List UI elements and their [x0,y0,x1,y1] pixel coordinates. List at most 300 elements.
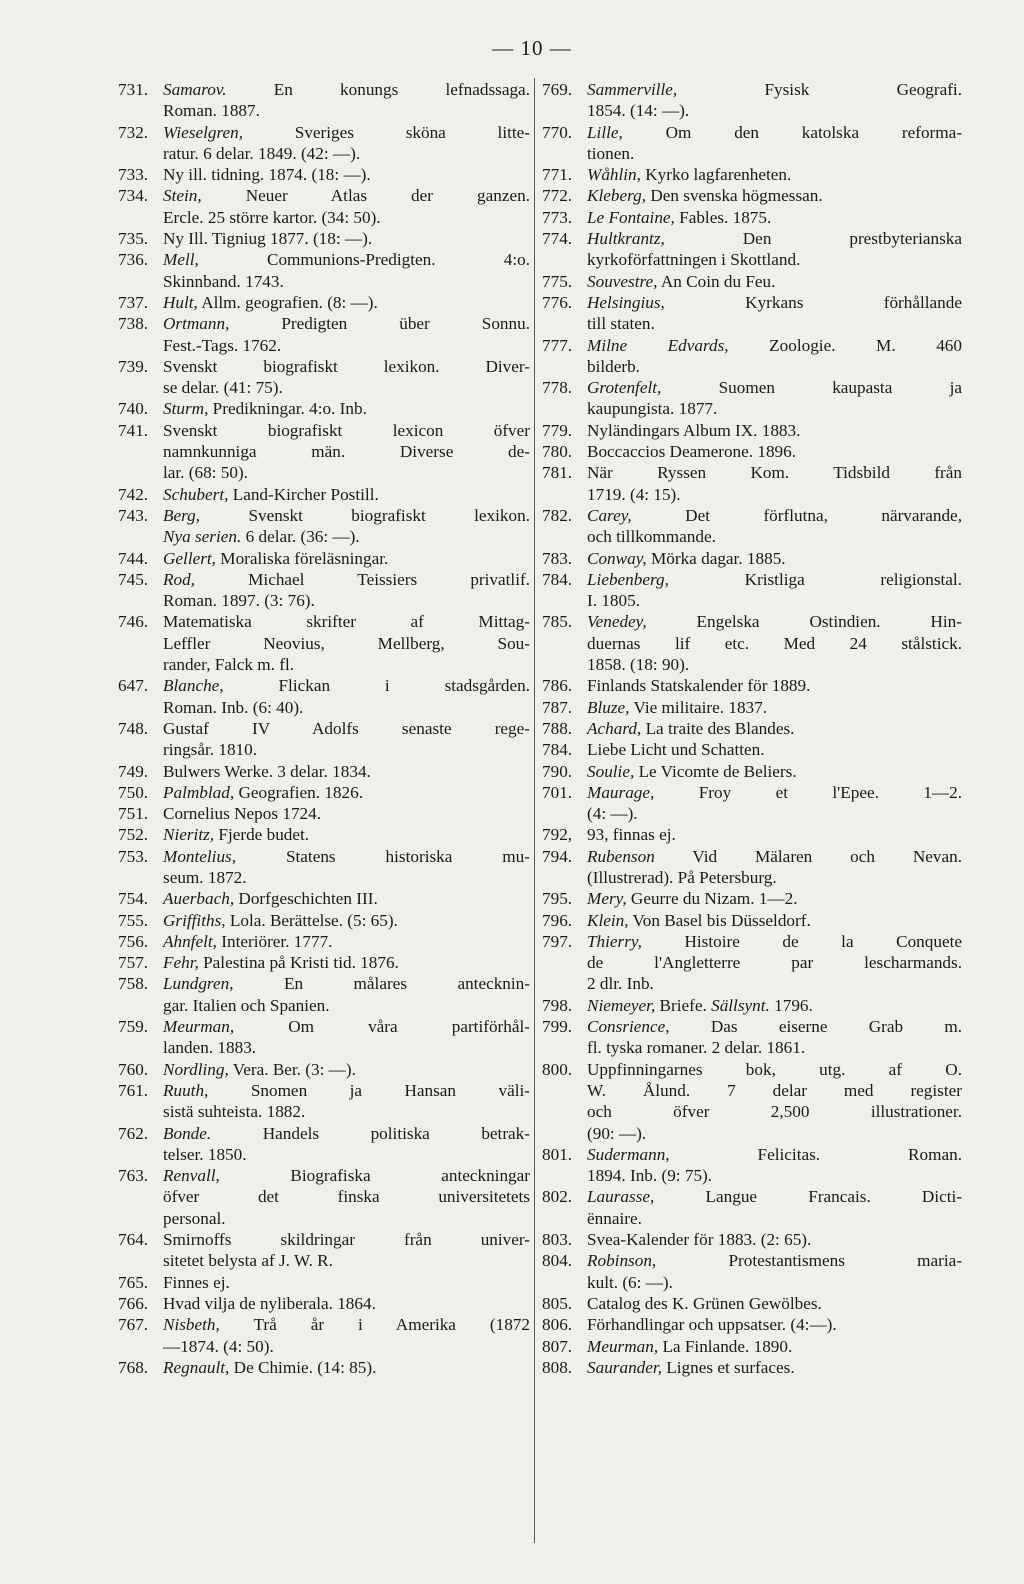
entry-line: Liebe Licht und Schatten. [587,740,765,760]
entry-number: 769. [542,80,573,99]
entry-text [163,313,530,356]
entry-text [163,846,530,889]
entry-number: 797. [542,931,573,951]
entry-line: Leffler Neovius, Mellberg, Sou- [163,633,530,653]
entry-line: fl. tyska romaner. 2 delar. 1861. [587,1038,806,1058]
entry-author: Lille, [587,122,623,142]
entry-number: 786. [542,676,573,696]
entry-line: 1854. (14: —). [587,101,690,121]
entry-line: (Illustrerad). På Petersburg. [587,867,777,887]
entry-text [163,420,530,484]
entry-line: Hult, Allm. geografien. (8: —). [163,292,378,312]
entry-line: Palmblad, Geografien. 1826. [163,782,364,802]
entry-number: 788. [542,718,573,738]
entry-number: 647. [118,676,149,696]
entry-text [163,931,530,952]
entry-author: Meurman, [587,1336,659,1356]
entry-line: Cornelius Nepos 1724. [163,804,322,824]
entry-text [587,611,962,675]
entry-line: Auerbach, Dorfgeschichten III. [163,889,378,909]
entry-author: Ortmann, [163,314,230,334]
entry-number: 778. [542,378,573,398]
catalog-entry [118,1123,530,1166]
entry-number: 765. [118,1272,149,1292]
entry-number: 754. [118,889,149,909]
entry-text [587,1144,962,1187]
entry-number: 733. [118,165,149,185]
entry-author: Wieselgren, [163,122,244,142]
entry-line: ringsår. 1810. [163,740,258,760]
entry-number: 806. [542,1315,573,1335]
entry-line: Lundgren, En målares antecknin- [163,974,530,994]
entry-line: Schubert, Land-Kircher Postill. [163,484,379,504]
catalog-entry [118,1165,530,1229]
catalog-entry [118,1314,530,1357]
catalog-entry [542,79,962,122]
entry-line: och öfver 2,500 illustrationer. [587,1102,962,1122]
entry-number: 768. [118,1357,149,1377]
entry-number: 792, [542,825,573,845]
entry-line: Venedey, Engelska Ostindien. Hin- [587,612,962,632]
entry-line: Renvall, Biografiska anteckningar [163,1166,530,1186]
entry-author: Nisbeth, [163,1315,220,1335]
entry-number: 746. [118,612,149,632]
entry-author: Nieritz, [163,825,215,845]
entry-text [163,249,530,292]
entry-author: Stein, [163,186,202,206]
entry-number: 735. [118,229,149,249]
entry-line: ënnaire. [587,1208,642,1228]
catalog-entry [542,569,962,612]
catalog-entry [118,1357,530,1378]
entry-line: Wåhlin, Kyrko lagfarenheten. [587,165,792,185]
catalog-entry [118,420,530,484]
entry-number: 741. [118,420,149,440]
entry-text [163,292,530,313]
catalog-entry [118,185,530,228]
entry-text [163,228,530,249]
entry-text [163,164,530,185]
catalog-entry [542,164,962,185]
catalog-entry [118,313,530,356]
entry-number: 805. [542,1293,573,1313]
entry-number: 785. [542,612,573,632]
entry-number: 784. [542,569,573,589]
entry-number: 761. [118,1080,149,1100]
entry-author: Rod, [163,569,195,589]
entry-line: Nisbeth, Trå år i Amerika (1872 [163,1315,530,1335]
entry-line: Boccaccios Deamerone. 1896. [587,442,797,462]
entry-author: Rubenson [587,846,655,866]
entry-line: Saurander, Lignes et surfaces. [587,1357,795,1377]
entry-line: telser. 1850. [163,1144,247,1164]
entry-line: 93, finnas ej. [587,825,676,845]
catalog-entry [118,356,530,399]
catalog-entry [542,846,962,889]
entry-text [163,1016,530,1059]
entry-text [163,505,530,548]
entry-line: Ny Ill. Tigniug 1877. (18: —). [163,229,373,249]
entry-line: Laurasse, Langue Francais. Dicti- [587,1187,962,1207]
catalog-entry [542,441,962,462]
entry-line: Svea-Kalender för 1883. (2: 65). [587,1230,812,1250]
entry-number: 743. [118,505,149,525]
entry-number: 798. [542,995,573,1015]
entry-text [587,1250,962,1293]
entry-number: 807. [542,1336,573,1356]
page-number: — 10 — [492,36,572,60]
entry-number: 755. [118,910,149,930]
entry-line: Svenskt biografiskt lexicon öfver [163,420,530,440]
entry-line: Nyländingars Album IX. 1883. [587,420,801,440]
entry-text [587,569,962,612]
entry-author: Soulie, [587,761,635,781]
entry-line: Fest.-Tags. 1762. [163,335,282,355]
catalog-entry [118,611,530,675]
entry-text [587,1336,962,1357]
entry-text [587,207,962,228]
entry-number: 776. [542,292,573,312]
entry-text [587,164,962,185]
catalog-entry [542,824,962,845]
entry-text [587,122,962,165]
entry-author: Auerbach, [163,889,235,909]
entry-text [587,824,962,845]
entry-number: 757. [118,953,149,973]
catalog-entry [542,697,962,718]
entry-author: Milne Edvards, [587,335,729,355]
entry-number: 802. [542,1187,573,1207]
entry-line: Uppfinningarnes bok, utg. af O. [587,1059,962,1079]
entry-line: Souvestre, An Coin du Feu. [587,271,776,291]
entry-text [163,1357,530,1378]
entry-author: Palmblad, [163,782,235,802]
entry-line: Sturm, Predikningar. 4:o. Inb. [163,399,367,419]
catalog-entry [542,271,962,292]
entry-number: 739. [118,356,149,376]
catalog-entry [118,782,530,803]
entry-line: sistä suhteista. 1882. [163,1102,306,1122]
catalog-entry [118,1080,530,1123]
entry-line: Matematiska skrifter af Mittag- [163,612,530,632]
entry-author: Venedey, [587,612,647,632]
catalog-entry [118,761,530,782]
entry-number: 773. [542,207,573,227]
entry-line: När Ryssen Kom. Tidsbild från [587,463,962,483]
entry-author: Fehr, [163,953,199,973]
entry-line: Finnes ej. [163,1272,230,1292]
entry-author: Sudermann, [587,1144,670,1164]
catalog-entry [542,888,962,909]
entry-number: 737. [118,292,149,312]
entry-line: Meurman, Om våra partiförhål- [163,1017,530,1037]
entry-author: Consrience, [587,1017,670,1037]
entry-line: Fehr, Palestina på Kristi tid. 1876. [163,953,399,973]
catalog-entry [118,1229,530,1272]
entry-line: Milne Edvards, Zoologie. M. 460 [587,335,962,355]
entry-number: 767. [118,1315,149,1335]
entry-text [587,888,962,909]
entry-author: Sturm, [163,399,209,419]
catalog-entry [118,548,530,569]
entry-line: Maurage, Froy et l'Epee. 1—2. [587,782,962,802]
entry-line: Niemeyer, Briefe. Sällsynt. 1796. [587,995,813,1015]
entry-line: Liebenberg, Kristliga religionstal. [587,569,962,589]
catalog-entry [542,1144,962,1187]
entry-line: Ruuth, Snomen ja Hansan väli- [163,1080,530,1100]
entry-line: ratur. 6 delar. 1849. (42: —). [163,143,361,163]
entry-line: Lille, Om den katolska reforma- [587,122,962,142]
entry-text [587,420,962,441]
entry-number: 780. [542,442,573,462]
entry-text [163,973,530,1016]
entry-number: 794. [542,846,573,866]
entry-text [163,782,530,803]
entry-line: Rod, Michael Teissiers privatlif. [163,569,530,589]
entry-author: Meurman, [163,1017,235,1037]
entry-line: namnkunniga män. Diverse de- [163,442,530,462]
entry-number: 770. [542,122,573,142]
entry-text [587,462,962,505]
catalog-entry [118,249,530,292]
entry-line: landen. 1883. [163,1038,257,1058]
catalog-entry [542,782,962,825]
entry-number: 744. [118,548,149,568]
entry-number: 808. [542,1357,573,1377]
entry-line: Mery, Geurre du Nizam. 1—2. [587,889,798,909]
entry-number: 734. [118,186,149,206]
entry-line: Sudermann, Felicitas. Roman. [587,1144,962,1164]
entry-line: Grotenfelt, Suomen kaupasta ja [587,378,962,398]
entry-line: —1874. (4: 50). [163,1336,274,1356]
entry-number: 775. [542,271,573,291]
entry-number: 766. [118,1293,149,1313]
entry-author: Berg, [163,505,201,525]
catalog-entry [542,207,962,228]
catalog-entry [542,292,962,335]
catalog-entry [542,122,962,165]
catalog-entry [118,888,530,909]
catalog-entry [542,1250,962,1293]
entry-author: Souvestre, [587,271,658,291]
entry-number: 795. [542,889,573,909]
entry-text [163,569,530,612]
entry-author: Regnault, [163,1357,230,1377]
entry-text [587,739,962,760]
entry-line: seum. 1872. [163,867,247,887]
entry-text [163,122,530,165]
entry-author: Nordling, [163,1059,229,1079]
entry-line: (4: —). [587,804,638,824]
entry-line: Förhandlingar och uppsatser. (4:—). [587,1315,837,1335]
entry-number: 774. [542,229,573,249]
catalog-entry [118,824,530,845]
entry-text [163,548,530,569]
entry-number: 800. [542,1059,573,1079]
entry-number: 772. [542,186,573,206]
entry-line: W. Ålund. 7 delar med register [587,1080,962,1100]
entry-text [163,1080,530,1123]
catalog-entry [542,718,962,739]
catalog-entry [118,122,530,165]
entry-text [163,79,530,122]
entry-line: bilderb. [587,356,640,376]
entry-number: 701. [542,782,573,802]
entry-line: Gustaf IV Adolfs senaste rege- [163,718,530,738]
catalog-entry [542,185,962,206]
catalog-entry [118,1059,530,1080]
entry-line: Wieselgren, Sveriges sköna litte- [163,122,530,142]
entry-text [163,1123,530,1166]
catalog-entry [542,611,962,675]
entry-line: Ahnfelt, Interiörer. 1777. [163,931,333,951]
entry-line: Finlands Statskalender för 1889. [587,676,811,696]
entry-text [587,335,962,378]
entry-number: 787. [542,697,573,717]
entry-number: 759. [118,1017,149,1037]
entry-line: lar. (68: 50). [163,463,248,483]
entry-line: Samarov. En konungs lefnadssaga. [163,80,530,99]
entry-author: Liebenberg, [587,569,669,589]
entry-number: 753. [118,846,149,866]
entry-line: 1858. (18: 90). [587,655,690,675]
entry-line: (90: —). [587,1123,647,1143]
catalog-entry [542,462,962,505]
catalog-entry [542,1059,962,1144]
entry-number: 745. [118,569,149,589]
catalog-entry [118,973,530,1016]
catalog-entry [542,931,962,995]
entry-text [587,782,962,825]
entry-line: Thierry, Histoire de la Conquete [587,931,962,951]
entry-text [163,398,530,419]
entry-text [163,952,530,973]
entry-line: Roman. 1887. [163,101,260,121]
entry-line: Meurman, La Finlande. 1890. [587,1336,793,1356]
catalog-entry [542,505,962,548]
entry-number: 758. [118,974,149,994]
entry-line: personal. [163,1208,226,1228]
entry-number: 764. [118,1230,149,1250]
entry-line: Svenskt biografiskt lexikon. Diver- [163,356,530,376]
entry-line: Blanche, Flickan i stadsgården. [163,676,530,696]
entry-text [163,803,530,824]
entry-line: Bulwers Werke. 3 delar. 1834. [163,761,371,781]
entry-author: Bluze, [587,697,630,717]
entry-line: Skinnband. 1743. [163,271,284,291]
entry-number: 731. [118,80,149,99]
entry-line: Rubenson Vid Mälaren och Nevan. [587,846,962,866]
catalog-entry [118,164,530,185]
entry-number: 762. [118,1123,149,1143]
entry-text [587,1016,962,1059]
catalog-entry [118,398,530,419]
entry-author: Conway, [587,548,647,568]
entry-number: 751. [118,804,149,824]
entry-text [163,356,530,399]
catalog-entry [118,79,530,122]
entry-author: Ruuth, [163,1080,209,1100]
entry-author: Maurage, [587,782,655,802]
entry-number: 756. [118,931,149,951]
catalog-entry [118,846,530,889]
entry-author: Renvall, [163,1166,220,1186]
entry-text [163,611,530,675]
entry-author: Sammerville, [587,80,678,99]
catalog-entry [542,377,962,420]
catalog-entry [542,1186,962,1229]
entry-line: rander, Falck m. fl. [163,655,295,675]
entry-text [587,1293,962,1314]
catalog-entry [542,1229,962,1250]
entry-line: Regnault, De Chimie. (14: 85). [163,1357,377,1377]
catalog-entry [542,548,962,569]
entry-text [163,910,530,931]
entry-line: Catalog des K. Grünen Gewölbes. [587,1293,822,1313]
entry-line: de l'Angletterre par lescharmands. [587,953,962,973]
entry-text [587,548,962,569]
entry-text [587,292,962,335]
entry-author: Wåhlin, [587,165,641,185]
entry-line: Nieritz, Fjerde budet. [163,825,310,845]
entry-text [587,675,962,696]
entry-text [587,79,962,122]
catalog-entry [542,1357,962,1378]
entry-text [163,1272,530,1293]
entry-text [587,505,962,548]
entry-line: se delar. (41: 75). [163,378,283,398]
entry-line: 1894. Inb. (9: 75). [587,1166,713,1186]
entry-text [163,185,530,228]
entry-author: Achard, [587,718,642,738]
entry-text [587,1314,962,1335]
entry-author: Laurasse, [587,1187,655,1207]
catalog-entry [118,1016,530,1059]
entry-number: 777. [542,335,573,355]
entry-text [587,931,962,995]
entry-author: Hultkrantz, [587,229,665,249]
entry-number: 763. [118,1166,149,1186]
catalog-entry [542,675,962,696]
catalog-entry [542,1336,962,1357]
entry-line: Sammerville, Fysisk Geografi. [587,80,962,99]
entry-line: Roman. Inb. (6: 40). [163,697,304,717]
entry-author: Bonde. [163,1123,212,1143]
entry-line: och tillkommande. [587,527,716,547]
entry-text [587,910,962,931]
entry-author: Le Fontaine, [587,207,675,227]
entry-line: Nya serien. 6 delar. (36: —). [163,527,360,547]
entry-line: 2 dlr. Inb. [587,974,654,994]
catalog-entry [118,718,530,761]
entry-line: gar. Italien och Spanien. [163,995,330,1015]
catalog-entry [118,1272,530,1293]
entry-author: Thierry, [587,931,642,951]
entry-line: Kleberg, Den svenska högmessan. [587,186,823,206]
entry-number: 749. [118,761,149,781]
entry-author: Samarov. [163,80,227,99]
entry-line: Le Fontaine, Fables. 1875. [587,207,772,227]
entry-line: Conway, Mörka dagar. 1885. [587,548,786,568]
entry-number: 781. [542,463,573,483]
entry-text [587,1229,962,1250]
entry-author: Grotenfelt, [587,378,662,398]
entry-author: Ahnfelt, [163,931,217,951]
entry-text [587,185,962,206]
entry-number: 738. [118,314,149,334]
catalog-entry [118,803,530,824]
entry-number: 750. [118,782,149,802]
